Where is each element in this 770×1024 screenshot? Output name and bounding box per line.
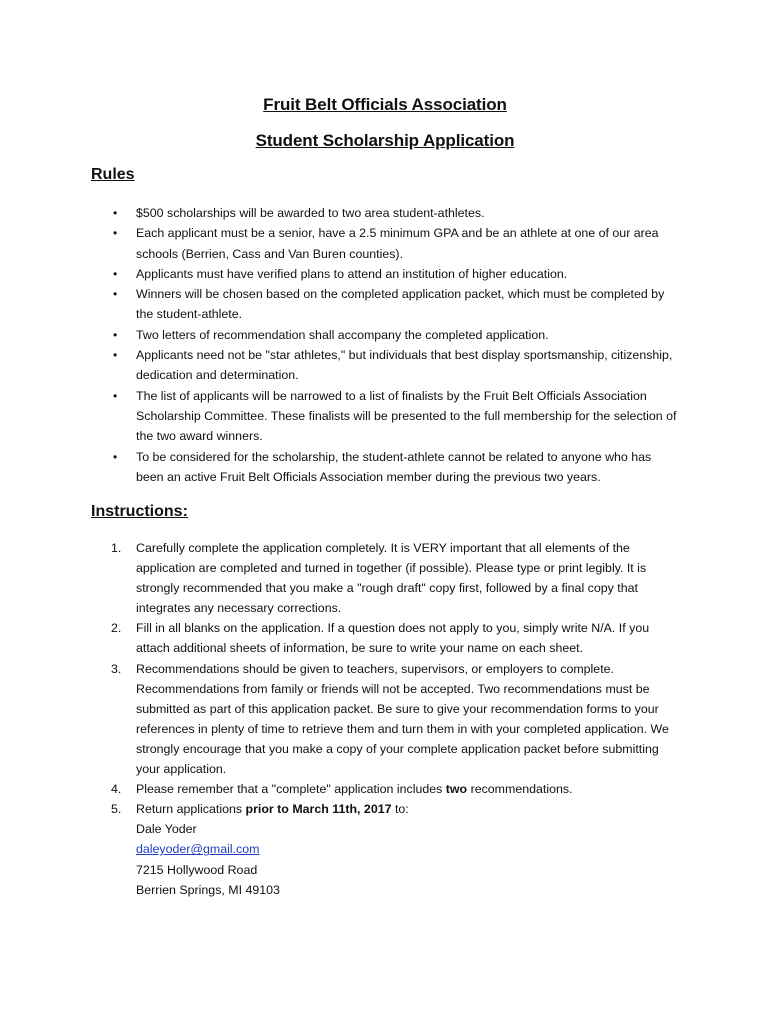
rule-text: Winners will be chosen based on the completed application packet, which must be completed by the student-athlete. [136,287,665,322]
document-title: Student Scholarship Application [255,131,515,150]
instructions-heading: Instructions: [91,503,188,520]
contact-email-link[interactable]: daleyoder@gmail.com [136,842,260,857]
bullet-icon: • [113,287,118,302]
list-item [91,223,681,264]
list-item [91,345,681,386]
deadline-text: prior to March 11th, 2017 [245,802,392,817]
list-item [91,203,681,223]
instruction-text-post: to: [391,802,409,817]
bullet-icon: • [113,266,118,281]
rule-text: To be considered for the scholarship, the student-athlete cannot be related to anyone who has been an active Fruit Belt Officials Association member during the previous two years. [136,449,652,484]
list-item [91,538,681,618]
item-number: 4. [111,782,122,797]
list-item [91,659,681,780]
list-item [91,284,681,325]
list-item [91,447,681,488]
list-item [91,779,681,799]
instructions-list [91,538,681,900]
bullet-icon: • [113,226,118,241]
rules-heading: Rules [91,166,135,183]
instruction-text-post: recommendations. [467,782,573,797]
list-item [91,386,681,447]
rule-text: Each applicant must be a senior, have a 2.5 minimum GPA and be an athlete at one of our area schools (Berrien, Cass and Van Buren counties). [136,226,659,261]
rule-text: $500 scholarships will be awarded to two area student-athletes. [136,206,485,220]
instruction-text: Carefully complete the application completely. It is VERY important that all elements of the application are completed and turned in together (if possible). Please type or print legibly. It is strongly recommended that you make a "rough draft" copy first, followed by a final copy that integrates any necessary corrections. [136,541,647,616]
item-number: 3. [111,661,122,676]
org-title: Fruit Belt Officials Association [263,95,507,114]
rule-text: Applicants must have verified plans to attend an institution of higher education. [136,266,568,281]
bullet-icon: • [113,348,118,363]
rule-text: Applicants need not be "star athletes," but individuals that best display sportsmanship, citizenship, dedication and determination. [136,348,673,383]
contact-city: Berrien Springs, MI 49103 [136,882,280,897]
rules-list [91,203,681,487]
rule-text: Two letters of recommendation shall accompany the completed application. [136,327,549,342]
list-item [91,618,681,658]
instruction-emphasis: two [445,782,468,797]
instruction-text-pre: Please remember that a "complete" application includes [136,782,446,797]
list-item [91,799,681,899]
contact-street: 7215 Hollywood Road [136,862,258,877]
bullet-icon: • [113,206,118,220]
list-item [91,325,681,345]
item-number: 1. [111,541,122,555]
bullet-icon: • [113,327,118,342]
bullet-icon: • [113,388,118,403]
instruction-text-pre: Return applications [136,802,246,817]
instruction-text: Recommendations should be given to teachers, supervisors, or employers to complete. Recommendations from family or friends will not be accepted. Two recommendations must be submitted as part of this application packet. Be sure to give your recommendation forms to your references in plenty of time to retrieve them and turn them in with your completed application. We strongly encourage that you make a copy of your complete application packet before submitting your application. [136,661,669,777]
contact-name: Dale Yoder [136,822,197,837]
item-number: 2. [111,621,122,636]
item-number: 5. [111,802,122,817]
list-item [91,264,681,284]
instruction-text: Fill in all blanks on the application. If a question does not apply to you, simply write N/A. If you attach additional sheets of information, be sure to write your name on each sheet. [136,621,650,656]
rule-text: The list of applicants will be narrowed to a list of finalists by the Fruit Belt Officials Association Scholarship Committee. These finalists will be presented to the full membership for the selection of the two award winners. [136,388,677,444]
bullet-icon: • [113,449,118,464]
